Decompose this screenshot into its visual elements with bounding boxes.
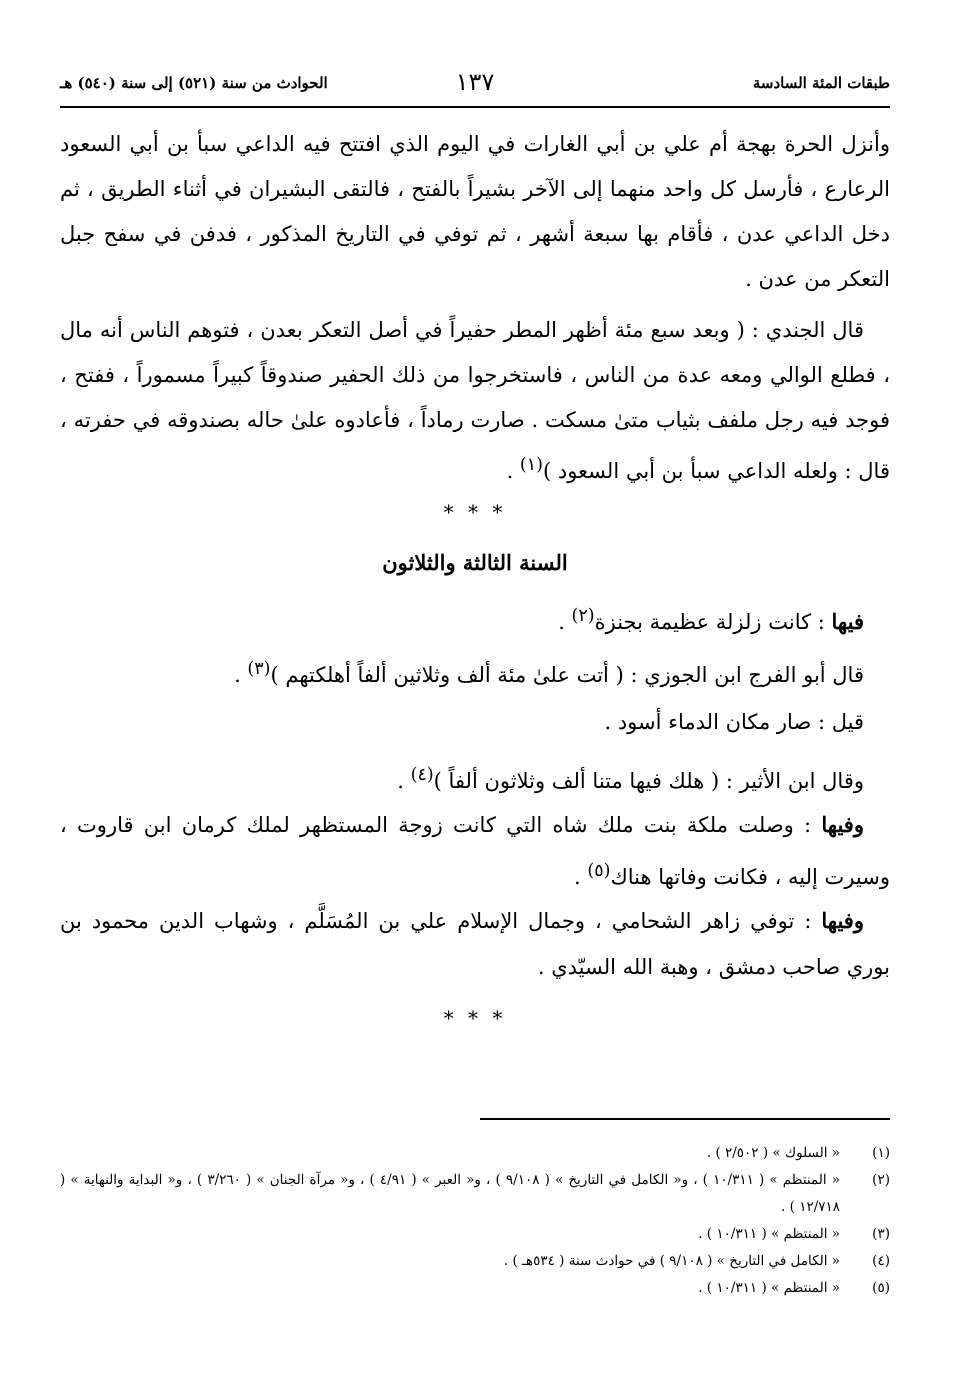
footnote-text: « المنتظم » ( ١٠/٣١١ ) . (698, 1280, 840, 1296)
footnote-ref-4[interactable]: (٤) (410, 765, 434, 785)
running-header (60, 68, 890, 102)
footnote-3 (60, 1221, 890, 1248)
footnote-text: « السلوك » ( ٢/٥٠٢ ) . (706, 1145, 840, 1161)
footnote-ref-1[interactable]: (١) (519, 455, 543, 475)
line-end: . (397, 769, 411, 793)
footnote-1 (60, 1140, 890, 1167)
footnote-ref-2[interactable]: (٢) (571, 606, 595, 626)
footnote-5 (60, 1275, 890, 1302)
paragraph-text: : توفي زاهر الشحامي ، وجمال الإسلام علي بن المُسَلَّم ، وشهاب الدين محمود بن بوري صاحب دمشق ، وهبة الله السيّدي . (60, 909, 890, 979)
footnote-number: (٢) (872, 1172, 890, 1188)
footnote-number: (٤) (872, 1253, 890, 1269)
paragraph-2-end: . (506, 459, 520, 483)
line-end: . (558, 610, 572, 634)
line-ibn-jawzi (60, 643, 890, 696)
line-end: . (234, 663, 248, 687)
line-text: قال أبو الفرج ابن الجوزي : ( أتت علىٰ مئة ألف وثلاثين ألفاً أهلكتهم ) (270, 663, 864, 687)
paragraph-2 (60, 308, 890, 488)
line-ibn-athir (60, 749, 890, 802)
section-heading: السنة الثالثة والثلاثون (382, 550, 568, 575)
book-page (60, 0, 890, 1391)
book-section-title: طبقات المئة السادسة (752, 74, 890, 92)
line-text: وقال ابن الأثير : ( هلك فيها متنا ألف وثلاثون ألفاً ) (433, 769, 864, 793)
main-text (60, 122, 890, 1042)
footnote-text: « الكامل في التاريخ » ( ٩/١٠٨ ) في حوادث سنة ( ٥٣٤هـ ) . (503, 1253, 840, 1269)
paragraph-end: . (574, 865, 588, 889)
line-earthquake (60, 590, 890, 643)
paragraph-2-text: قال الجندي : ( وبعد سبع مئة أظهر المطر حفيراً في أصل التعكر بعدن ، فتوهم الناس أنه مال ، فطلع الوالي ومعه عدة من الناس ، فاستخرجوا من ذلك الحفير صندوقاً كبيراً مسموراً ، ففتح ، فوجد فيه رجل ملفف بثياب متىٰ مسكت . صارت رماداً ، فأعادوه علىٰ حاله بصندوقه في حفرته ، قال : ولعله الداعي سبأ بن أبي السعود ) (60, 318, 890, 483)
paragraph-text: : وصلت ملكة بنت ملك شاه التي كانت زوجة المستظهر لملك كرمان ابن قاروت ، وسيرت إليه ، فكانت وفاتها هناك (60, 813, 890, 889)
footnote-number: (١) (872, 1145, 890, 1161)
paragraph-lead: وفيها (821, 812, 864, 837)
line-black-blood: قيل : صار مكان الدماء أسود . (604, 710, 864, 734)
header-divider (60, 106, 890, 108)
footnote-text: « المنتظم » ( ١٠/٣١١ ) ، و« الكامل في التاريخ » ( ٩/١٠٨ ) ، و« العبر » ( ٤/٩١ ) ، و« مرآة الجنان » ( ٣/٢٦٠ ) ، و« البداية والنهاية » ( ١٢/٧١٨ ) . (60, 1172, 841, 1215)
paragraph-lead: وفيها (821, 908, 864, 933)
footnote-number: (٥) (872, 1280, 890, 1296)
page-number: ١٣٧ (455, 68, 495, 96)
footnotes (60, 1140, 890, 1302)
paragraph-malika (60, 802, 890, 898)
footnote-number: (٣) (872, 1226, 890, 1242)
paragraph-deaths (60, 898, 890, 994)
footnote-4 (60, 1248, 890, 1275)
paragraph-1: وأنزل الحرة بهجة أم علي بن أبي الغارات في اليوم الذي افتتح فيه الداعي سبأ بن أبي السعود الرعارع ، فأرسل كل واحد منهما إلى الآخر بشيراً بالفتح ، فالتقى البشيران في أثناء الطريق ، ثم دخل الداعي عدن ، فأقام بها سبعة أشهر ، ثم توفي في التاريخ المذكور ، فدفن في سفح جبل التعكر من عدن . (60, 132, 890, 291)
footnote-2 (60, 1167, 890, 1221)
footnote-text: « المنتظم » ( ١٠/٣١١ ) . (698, 1226, 840, 1242)
footnote-divider (480, 1118, 890, 1120)
footnote-ref-3[interactable]: (٣) (247, 659, 271, 679)
footnote-ref-5[interactable]: (٥) (587, 861, 611, 881)
chapter-range-title: الحوادث من سنة (٥٢١) إلى سنة (٥٤٠) هـ (60, 74, 328, 92)
section-separator-end: * * * (443, 1006, 507, 1030)
section-separator: * * * (443, 500, 507, 524)
line-lead: فيها (831, 609, 864, 634)
line-text: : كانت زلزلة عظيمة بجنزة (594, 610, 832, 634)
